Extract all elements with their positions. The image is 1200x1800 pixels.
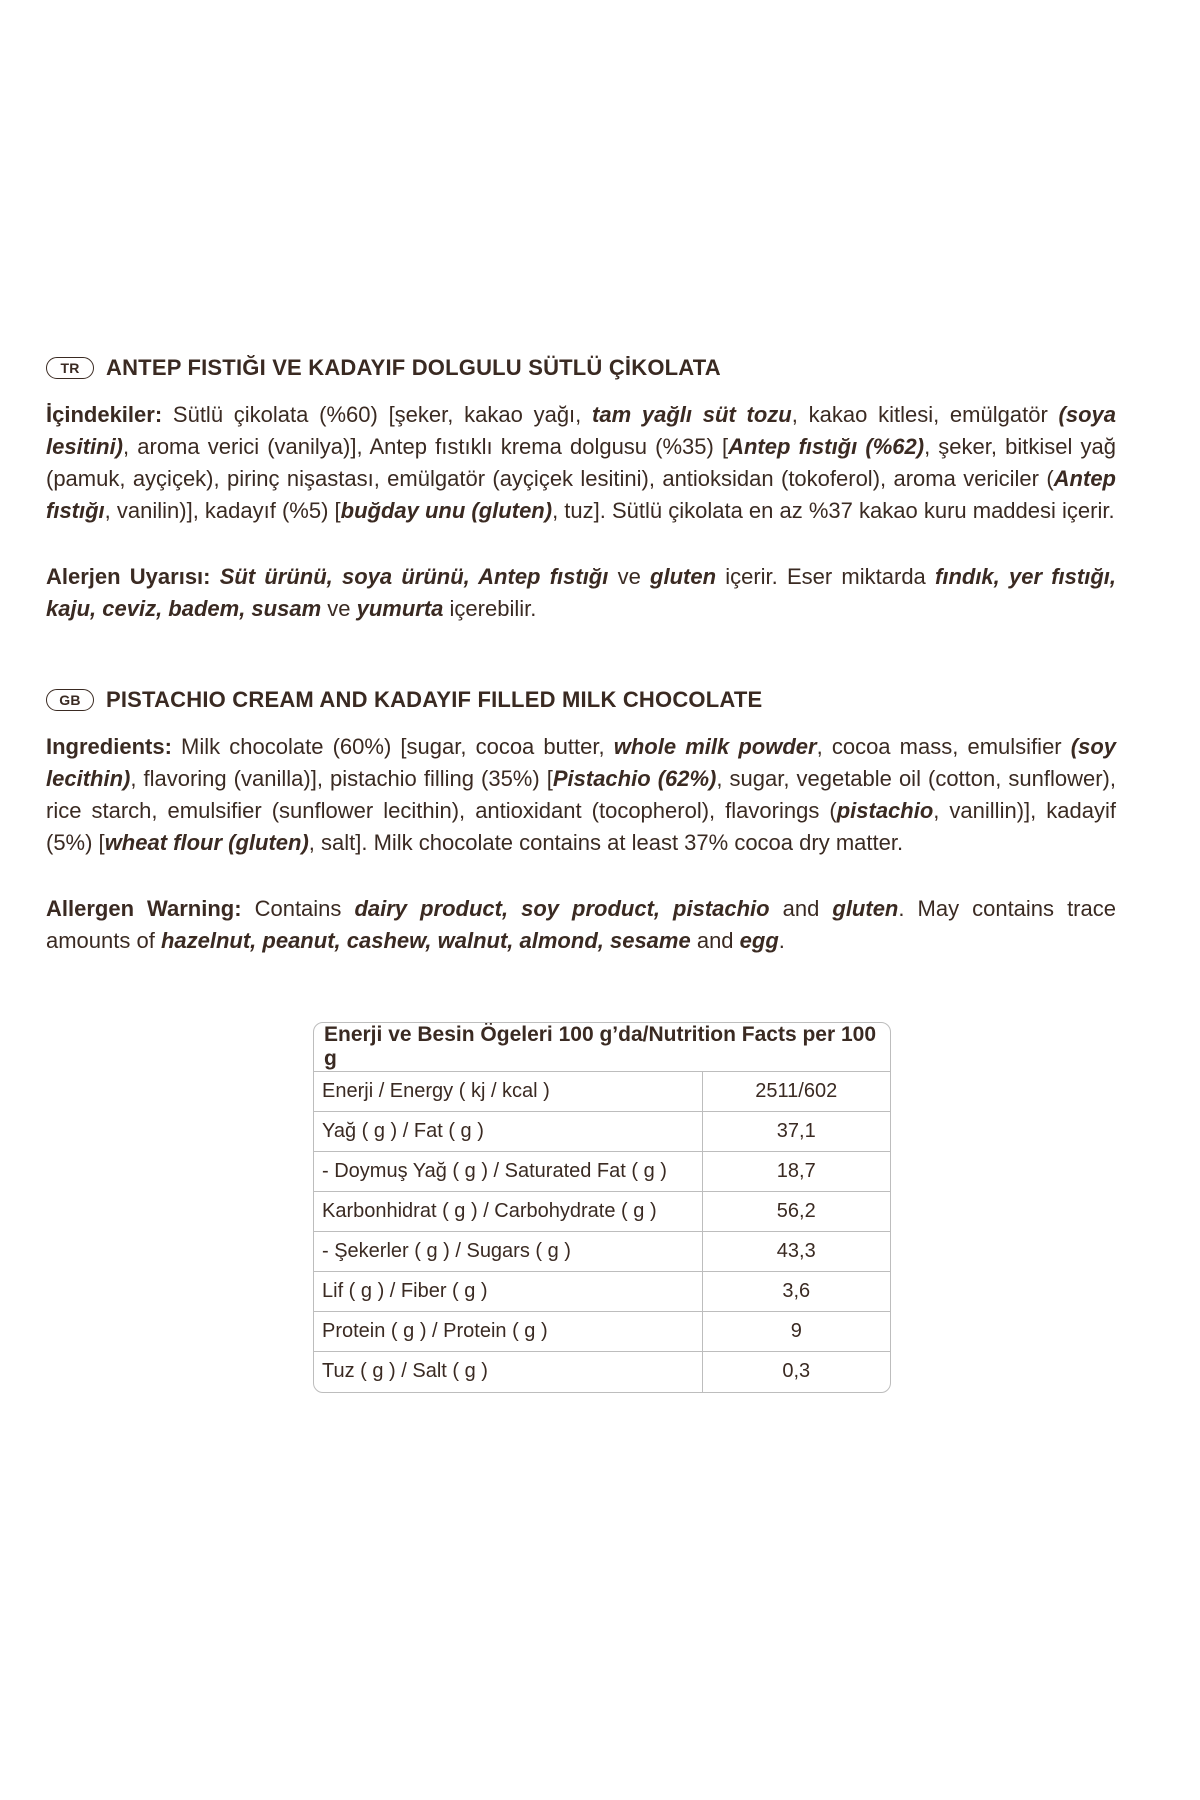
text-run: dairy product, soy product, pistachio (354, 896, 770, 921)
text-run: (soya lesitini) (46, 402, 1116, 459)
text-run: pistachio (836, 798, 934, 823)
gb-title-row (46, 687, 1116, 713)
text-run (211, 564, 220, 589)
text-run: gluten (832, 896, 899, 921)
text-run: and (690, 928, 740, 953)
nutrition-row (314, 1112, 890, 1152)
text-run: tam yağlı süt tozu (592, 402, 792, 427)
nutrient-label: - Doymuş Yağ ( g ) / Saturated Fat ( g ) (314, 1152, 702, 1192)
text-run: , cocoa mass, emulsifier (816, 734, 1071, 759)
tr-allergen-warning (46, 561, 1116, 625)
nutrition-row (314, 1272, 890, 1312)
gb-language-badge: GB (46, 689, 94, 711)
text-run: , tuz]. Sütlü çikolata en az %37 kakao kuru maddesi içerir. (552, 498, 1115, 523)
text-run: hazelnut, peanut, cashew, walnut, almond, sesame (160, 928, 691, 953)
text-run: içerir. Eser miktarda (716, 564, 935, 589)
nutrient-value: 43,3 (702, 1232, 890, 1272)
text-run: Contains (241, 896, 355, 921)
gb-allergen-warning (46, 893, 1116, 957)
nutrient-value: 2511/602 (702, 1072, 890, 1112)
text-run: Alerjen Uyarısı: (46, 564, 211, 589)
nutrition-facts-table (313, 1022, 891, 1393)
nutrition-row (314, 1192, 890, 1232)
nutrition-row (314, 1352, 890, 1392)
tr-section (46, 355, 1116, 625)
text-run: Milk chocolate (60%) [sugar, cocoa butter, (171, 734, 614, 759)
text-run: wheat flour (gluten) (104, 830, 309, 855)
gb-ingredients-text (46, 731, 1116, 859)
text-run: İçindekiler: (46, 402, 163, 427)
text-run: , vanillin)], kadayif (5%) [ (46, 798, 1116, 855)
text-run: Allergen Warning: (46, 896, 242, 921)
text-run: , aroma verici (vanilya)], Antep fıstıklı krema dolgusu (%35) [ (123, 434, 729, 459)
nutrition-row (314, 1072, 890, 1112)
nutrient-label: Tuz ( g ) / Salt ( g ) (314, 1352, 702, 1392)
gb-section (46, 687, 1116, 957)
text-run: buğday unu (gluten) (340, 498, 553, 523)
tr-title-row (46, 355, 1116, 381)
nutrition-header: Enerji ve Besin Ögeleri 100 g’da/Nutrition Facts per 100 g (324, 1023, 877, 1070)
text-run: whole milk powder (613, 734, 817, 759)
text-run: . (778, 928, 785, 953)
text-run: , sugar, vegetable oil (cotton, sunflower), rice starch, emulsifier (sunflower lecithin), antioxidant (tocopherol), flavorings ( (46, 766, 1116, 823)
text-run: , şeker, bitkisel yağ (pamuk, ayçiçek), pirinç nişastası, emülgatör (ayçiçek lesitini), antioksidan (tokoferol), aroma vericiler ( (46, 434, 1116, 491)
text-run: gluten (650, 564, 717, 589)
nutrient-value: 0,3 (702, 1352, 890, 1392)
nutrition-header-row (314, 1023, 890, 1072)
text-run: , kakao kitlesi, emülgatör (791, 402, 1059, 427)
tr-language-badge: TR (46, 357, 94, 379)
nutrient-label: Karbonhidrat ( g ) / Carbohydrate ( g ) (314, 1192, 702, 1232)
text-run: fındık, yer fıstığı, kaju, ceviz, badem, susam (46, 564, 1116, 621)
text-run: Antep fıstığı (%62) (728, 434, 925, 459)
text-run: , vanilin)], kadayıf (%5) [ (104, 498, 341, 523)
gb-product-title: PISTACHIO CREAM AND KADAYIF FILLED MILK CHOCOLATE (106, 687, 763, 712)
text-run: ve (608, 564, 651, 589)
text-run: Antep fıstığı (46, 466, 1116, 523)
nutrition-row (314, 1152, 890, 1192)
nutrient-value: 56,2 (702, 1192, 890, 1232)
nutrient-value: 3,6 (702, 1272, 890, 1312)
text-run: . May contains trace amounts of (46, 896, 1116, 953)
nutrient-label: Protein ( g ) / Protein ( g ) (314, 1312, 702, 1352)
text-run: (soy lecithin) (46, 734, 1117, 791)
text-run: Süt ürünü, soya ürünü, Antep fıstığı (219, 564, 609, 589)
text-run: içerebilir. (443, 596, 537, 621)
text-run: , flavoring (vanilla)], pistachio filling (35%) [ (130, 766, 553, 791)
nutrient-value: 37,1 (702, 1112, 890, 1152)
nutrient-label: Yağ ( g ) / Fat ( g ) (314, 1112, 702, 1152)
tr-product-title: ANTEP FISTIĞI VE KADAYIF DOLGULU SÜTLÜ ÇİKOLATA (106, 355, 721, 380)
text-run: Pistachio (62%) (552, 766, 717, 791)
text-run: Ingredients: (46, 734, 172, 759)
text-run: and (769, 896, 833, 921)
nutrient-label: Lif ( g ) / Fiber ( g ) (314, 1272, 702, 1312)
nutrition-row (314, 1232, 890, 1272)
text-run: , salt]. Milk chocolate contains at least 37% cocoa dry matter. (308, 830, 904, 855)
nutrition-row (314, 1312, 890, 1352)
nutrient-label: Enerji / Energy ( kj / kcal ) (314, 1072, 702, 1112)
text-run: ve (321, 596, 357, 621)
nutrient-value: 9 (702, 1312, 890, 1352)
text-run: egg (739, 928, 779, 953)
tr-ingredients-text (46, 399, 1116, 527)
text-run: Sütlü çikolata (%60) [şeker, kakao yağı, (162, 402, 593, 427)
nutrient-label: - Şekerler ( g ) / Sugars ( g ) (314, 1232, 702, 1272)
nutrient-value: 18,7 (702, 1152, 890, 1192)
text-run: yumurta (356, 596, 444, 621)
